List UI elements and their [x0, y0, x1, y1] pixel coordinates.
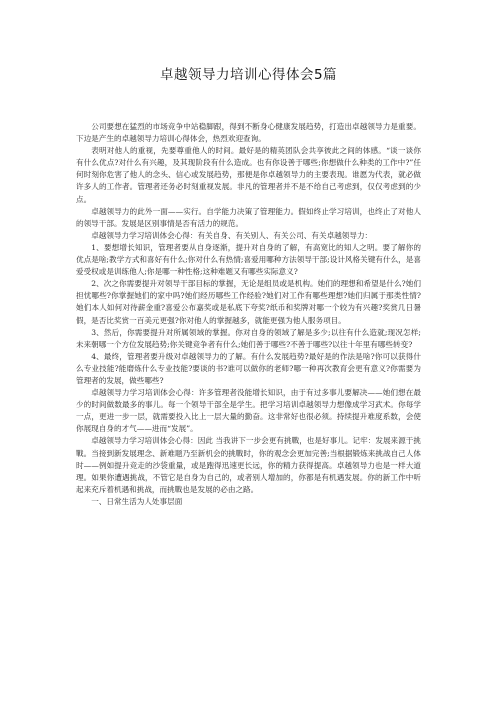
paragraph: 4、最终，管理者要升级对卓越领导力的了解。有什么发展趋势?最好是的作法是啥?你可以获得什么专业技能?能磨炼什么专业技能?要谈的书?谁可以做你的老师?哪一种再次教育会更有意义?你需要为管理者的发展，做些哪些? — [76, 351, 421, 385]
paragraph: 1、要想增长知识，管理者要从自身逐渐，提升对自身的了解，有高宽比的知人之明。要了解你的优点是啥;教学方式和喜好有什么;你对什么有热情;喜爱用哪种方法领导干部;设计风格关键有什么，是喜爱受权或是训练他人;你是哪一种性格;这种难题又有哪些实际意义? — [76, 242, 421, 277]
paragraph: 卓越领导力学习培训体会心得：有关自身、有关别人、有关公司、有关卓越领导力： — [91, 230, 373, 240]
paragraph: 3、然后，你需要提升对所属领域的掌握。你对自身的领域了解是多少;以往有什么造就;现况怎样;未来朝哪一个方位发展趋势;你关键竞争者有什么;她们善于哪些?不善于哪些?以往十年里有哪些转变? — [76, 327, 421, 349]
paragraph: 卓越领导力学习培训体会心得：因此 当我讲下一步会更有挑戰，也是好事儿。记牢：发展来源于挑戰。当接到新发展理念、新难题乃至新机会的挑戰时，你的观念会更加完善;当根据锻炼来挑战自己人体时——例如提升竞走的沙袋重量，或是跑得迅速更长远，你的精力获得提高。卓越领导力也是一样大道理。如果你遭遇挑战，不管它是自身为自己的，或者别人增加的，你都是有机遇发展。你的新工作中听起来充斥着机遇和挑战，而挑戰也是发展的必由之路。 — [76, 436, 421, 494]
paragraph: 表明对他人的重视，先要尊重他人的时间。最好是的精英团队会共享彼此之间的体感。“谈一谈你有什么优点?对什么有兴趣，及其现阶段有什么造成。也有你设善于哪些;你想做什么种类的工作中?”任何时刻你危害了他人的念头、信心或发展趋势，那便是你卓越领导力的主要表现。谁愿为代表，就必做许多人的工作者。管理者还务必时刻重视发展。非凡的管理者并不是不给自己考虑到，仅仅考虑到的少点。 — [76, 146, 421, 204]
document-title: 卓越领导力培训心得体会5篇 — [159, 67, 338, 83]
paragraph: 卓越领导力的此外一面——实行。自学能力决策了管理能力。假如终止学习培训，也终止了对他人的领导干部。发展是区别事情是否有活力的规范。 — [76, 206, 421, 228]
section-heading: 一、日常生活为人处事层面 — [91, 496, 183, 506]
paragraph: 卓越领导力学习培训体会心得：许多管理者没能增长知识，由于有过多事儿要解决——她们想在最少的时间做数最多的事儿。每一个领导干部全是学生。把学习培训卓越领导力想像成学习武术。你每学一点，更进一步一层，就需要投入比上一层大量的勤奋。这非常好也很必须。持续提升难度系数，会使你展现自身的才气——进而“发展”。 — [76, 388, 421, 434]
paragraph: 公司要想在猛烈的市场竞争中站稳脚跟，得到不断身心健康发展趋势，打造出卓越领导力是重要。下边是产生的卓越领导力培训心得体会，热烈欢迎查询。 — [76, 122, 421, 144]
paragraph: 2、次之你需要提升对领导干部目标的掌握，无论是组员或是机构。她们的理想和希望是什么?她们担忧哪些?你掌握她们的家中吗?她们经历哪些工作经验?她们对工作有哪些理想?她们归属于那类性情?她们本人如何对待薪金重?喜爱公布嘉奖或是私底下夸奖?纸币和奖牌对哪一个较为有兴趣?奖赏几日暑假，是否比奖赏一百美元更强?你对他人的掌握越多，就能更强为他人服务项目。 — [76, 279, 421, 325]
document-body — [76, 121, 421, 508]
